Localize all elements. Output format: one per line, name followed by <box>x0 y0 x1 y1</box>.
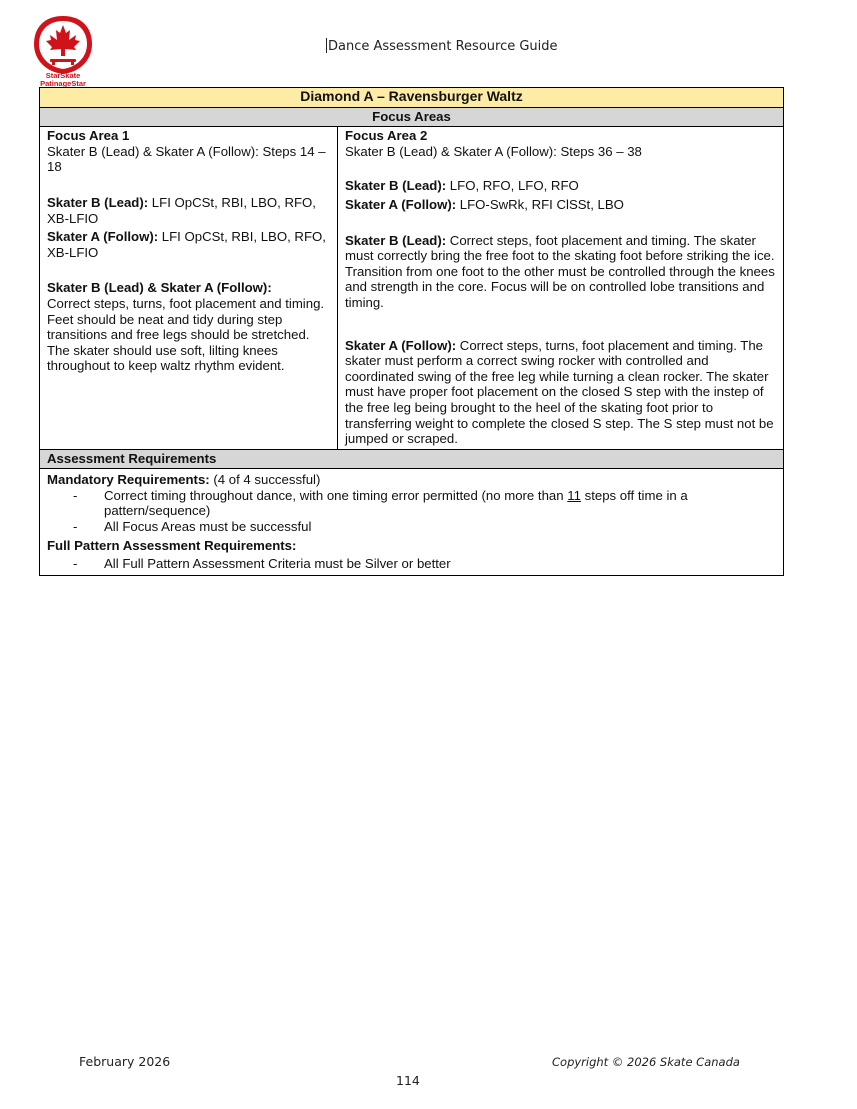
focus-area-2-lead <box>345 178 776 194</box>
follow-desc-text: Correct steps, turns, foot placement and timing. The skater must perform a correct swing rocker with controlled and coordinated swing of the free leg while turning a clean rocker. The skater must have proper foot placement on the closed S step with the instep of the free leg being brought to the heel of the skating foot prior to transferring weight to complete the closed S step. The S step must not be jumped or scraped. <box>345 337 774 447</box>
mandatory-requirements <box>47 472 776 488</box>
header-title: Dance Assessment Resource Guide <box>328 39 558 54</box>
table-title: Diamond A – Ravensburger Waltz <box>40 88 784 108</box>
assessment-cell <box>40 469 784 576</box>
assessment-heading: Assessment Requirements <box>40 449 784 469</box>
focus-area-2-follow <box>345 197 776 213</box>
follow-label: Skater A (Follow): <box>47 229 159 245</box>
list-item: - All Full Pattern Assessment Criteria must be Silver or better <box>73 556 776 572</box>
lead-label: Skater B (Lead): <box>345 178 447 194</box>
dance-assessment-table <box>39 87 784 576</box>
mandatory-count: (4 of 4 successful) <box>209 472 321 488</box>
list-item: - Correct timing throughout dance, with one timing error permitted (no more than 11 steps off time in a pattern/sequence) <box>73 488 776 519</box>
lead-steps: LFI OpCSt, RBI, LBO, RFO, XB-LFIO <box>47 194 316 226</box>
maple-leaf-icon <box>30 14 96 76</box>
follow-steps: LFI OpCSt, RBI, LBO, RFO, XB-LFIO <box>47 229 326 260</box>
lead-label: Skater B (Lead): <box>47 194 149 210</box>
focus-area-1-heading: Focus Area 1 <box>47 128 130 144</box>
timing-error-limit: 11 <box>567 487 581 503</box>
lead-desc-label: Skater B (Lead): <box>345 232 447 248</box>
focus-area-1-lead <box>47 195 330 226</box>
full-pattern-label: Full Pattern Assessment Requirements: <box>47 537 297 553</box>
follow-steps: LFO-SwRk, RFI ClSSt, LBO <box>456 196 624 212</box>
logo-text: StarSkate PatinageStar <box>40 71 86 88</box>
text-cursor <box>326 38 327 53</box>
follow-desc-label: Skater A (Follow): <box>345 337 457 353</box>
mandatory-list <box>47 488 776 535</box>
focus-area-2-heading: Focus Area 2 <box>345 128 428 144</box>
full-pattern-list <box>47 556 776 572</box>
focus-area-1-cell <box>40 127 338 450</box>
focus-area-1-follow <box>47 229 330 260</box>
both-skaters-label: Skater B (Lead) & Skater A (Follow): <box>47 280 272 296</box>
follow-label: Skater A (Follow): <box>345 196 457 212</box>
focus-area-2-lead-desc <box>345 233 776 311</box>
document-header <box>326 38 558 54</box>
focus-area-1-steps: Skater B (Lead) & Skater A (Follow): Steps 14 – 18 <box>47 143 326 175</box>
table-subtitle: Focus Areas <box>40 107 784 127</box>
footer-date: February 2026 <box>79 1054 171 1069</box>
focus-area-2-follow-desc <box>345 338 776 447</box>
focus-area-2-steps: Skater B (Lead) & Skater A (Follow): Steps 36 – 38 <box>345 143 642 159</box>
focus-area-2-cell <box>338 127 784 450</box>
both-skaters-text: Correct steps, turns, foot placement and timing. Feet should be neat and tidy during step transitions and free legs should be stretched. The skater should use soft, lilting knees throughout to keep waltz rhythm evident. <box>47 295 325 374</box>
page-number: 114 <box>396 1073 420 1088</box>
mandatory-label: Mandatory Requirements: <box>47 472 210 488</box>
lead-desc-text: Correct steps, foot placement and timing. The skater must correctly bring the free foot to the skating foot before striking the ice. Transition from one foot to the other must be controlled through the knees and strength in the core. Focus will be on controlled lobe transitions and timing. <box>345 232 775 310</box>
footer-copyright: Copyright © 2026 Skate Canada <box>552 1055 740 1069</box>
list-item: - All Focus Areas must be successful <box>73 519 776 535</box>
lead-steps: LFO, RFO, LFO, RFO <box>446 178 579 194</box>
